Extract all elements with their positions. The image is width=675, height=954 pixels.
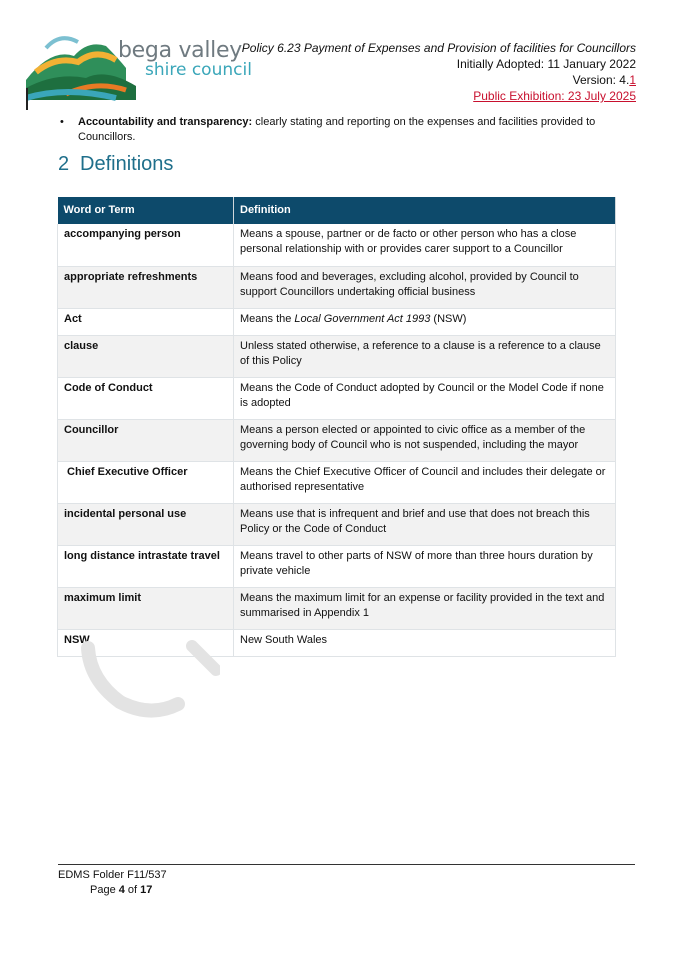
- term-cell: Act: [58, 308, 234, 335]
- version-line: [242, 72, 636, 88]
- bullet-bold-lead: Accountability and transparency:: [78, 116, 253, 128]
- logo-text-line1: bega valley: [118, 38, 242, 63]
- term-cell: incidental personal use: [58, 503, 234, 545]
- definition-cell: Means the Code of Conduct adopted by Council or the Model Code if none is adopted: [234, 377, 616, 419]
- bullet-body: clearly stating and reporting on the expenses and facilities provided to Councillors.: [78, 116, 596, 143]
- definition-cell: Means a person elected or appointed to civic office as a member of the governing body of Council who is not suspended, including the mayor: [234, 419, 616, 461]
- definition-cell: Means use that is infrequent and brief and use that does not breach this Policy or the Code of Conduct: [234, 503, 616, 545]
- table-row: [58, 377, 616, 419]
- column-header-term: Word or Term: [58, 197, 234, 224]
- act-name: Local Government Act 1993: [294, 312, 431, 325]
- draft-watermark: [80, 640, 220, 720]
- total-pages: 17: [140, 884, 153, 896]
- logo-text-line2: shire council: [145, 60, 252, 80]
- table-row: [58, 545, 616, 587]
- bullet-text: [78, 115, 618, 145]
- term-cell: NSW: [58, 629, 234, 656]
- definition-cell: New South Wales: [234, 629, 616, 656]
- public-exhibition-date: Public Exhibition: 23 July 2025: [473, 89, 636, 103]
- definition-cell: Means the maximum limit for an expense or facility provided in the text and summarised in Appendix 1: [234, 587, 616, 629]
- table-row: [58, 503, 616, 545]
- table-row: [58, 587, 616, 629]
- version-prefix: Version: 4.: [572, 73, 630, 87]
- footer-folder: EDMS Folder F11/537: [58, 869, 167, 881]
- table-row: [58, 461, 616, 503]
- definition-cell: Means a spouse, partner or de facto or other person who has a close personal relationship with or provides carer support to a Councillor: [234, 224, 616, 266]
- section-heading: [58, 151, 173, 177]
- definition-cell: Means food and beverages, excluding alcohol, provided by Council to support Councillors undertaking official business: [234, 266, 616, 308]
- document-header-info: [242, 40, 636, 104]
- term-cell: long distance intrastate travel: [58, 545, 234, 587]
- section-number: 2: [58, 153, 70, 175]
- logo-divider: [26, 88, 28, 110]
- term-cell: Chief Executive Officer: [58, 461, 234, 503]
- definitions-table: [57, 197, 616, 657]
- table-header-row: [58, 197, 616, 224]
- table-row: [58, 308, 616, 335]
- term-cell: clause: [58, 335, 234, 377]
- table-row: [58, 224, 616, 266]
- policy-title: Policy 6.23 Payment of Expenses and Provision of facilities for Councillors: [241, 41, 636, 55]
- footer-rule: [58, 864, 635, 865]
- section-title: Definitions: [80, 153, 174, 175]
- term-cell: maximum limit: [58, 587, 234, 629]
- bullet-symbol: •: [60, 116, 64, 128]
- page-label: Page: [90, 884, 119, 896]
- definition-cell: Unless stated otherwise, a reference to a clause is a reference to a clause of this Policy: [234, 335, 616, 377]
- version-number: 1: [629, 73, 636, 87]
- adopted-date: Initially Adopted: 11 January 2022: [456, 57, 636, 71]
- definition-cell: Means travel to other parts of NSW of more than three hours duration by private vehicle: [234, 545, 616, 587]
- column-header-definition: Definition: [234, 197, 616, 224]
- of-label: of: [124, 884, 141, 896]
- table-row: [58, 266, 616, 308]
- page-number: [90, 883, 152, 898]
- definition-text: (NSW): [430, 312, 467, 325]
- definition-cell: [234, 308, 616, 335]
- table-row: [58, 419, 616, 461]
- definition-cell: Means the Chief Executive Officer of Council and includes their delegate or authorised representative: [234, 461, 616, 503]
- table-row: [58, 335, 616, 377]
- current-page: 4: [118, 884, 125, 896]
- term-cell: Code of Conduct: [58, 377, 234, 419]
- term-cell: Councillor: [58, 419, 234, 461]
- term-cell: appropriate refreshments: [58, 266, 234, 308]
- definition-text: Means the: [240, 312, 295, 325]
- term-cell: accompanying person: [58, 224, 234, 266]
